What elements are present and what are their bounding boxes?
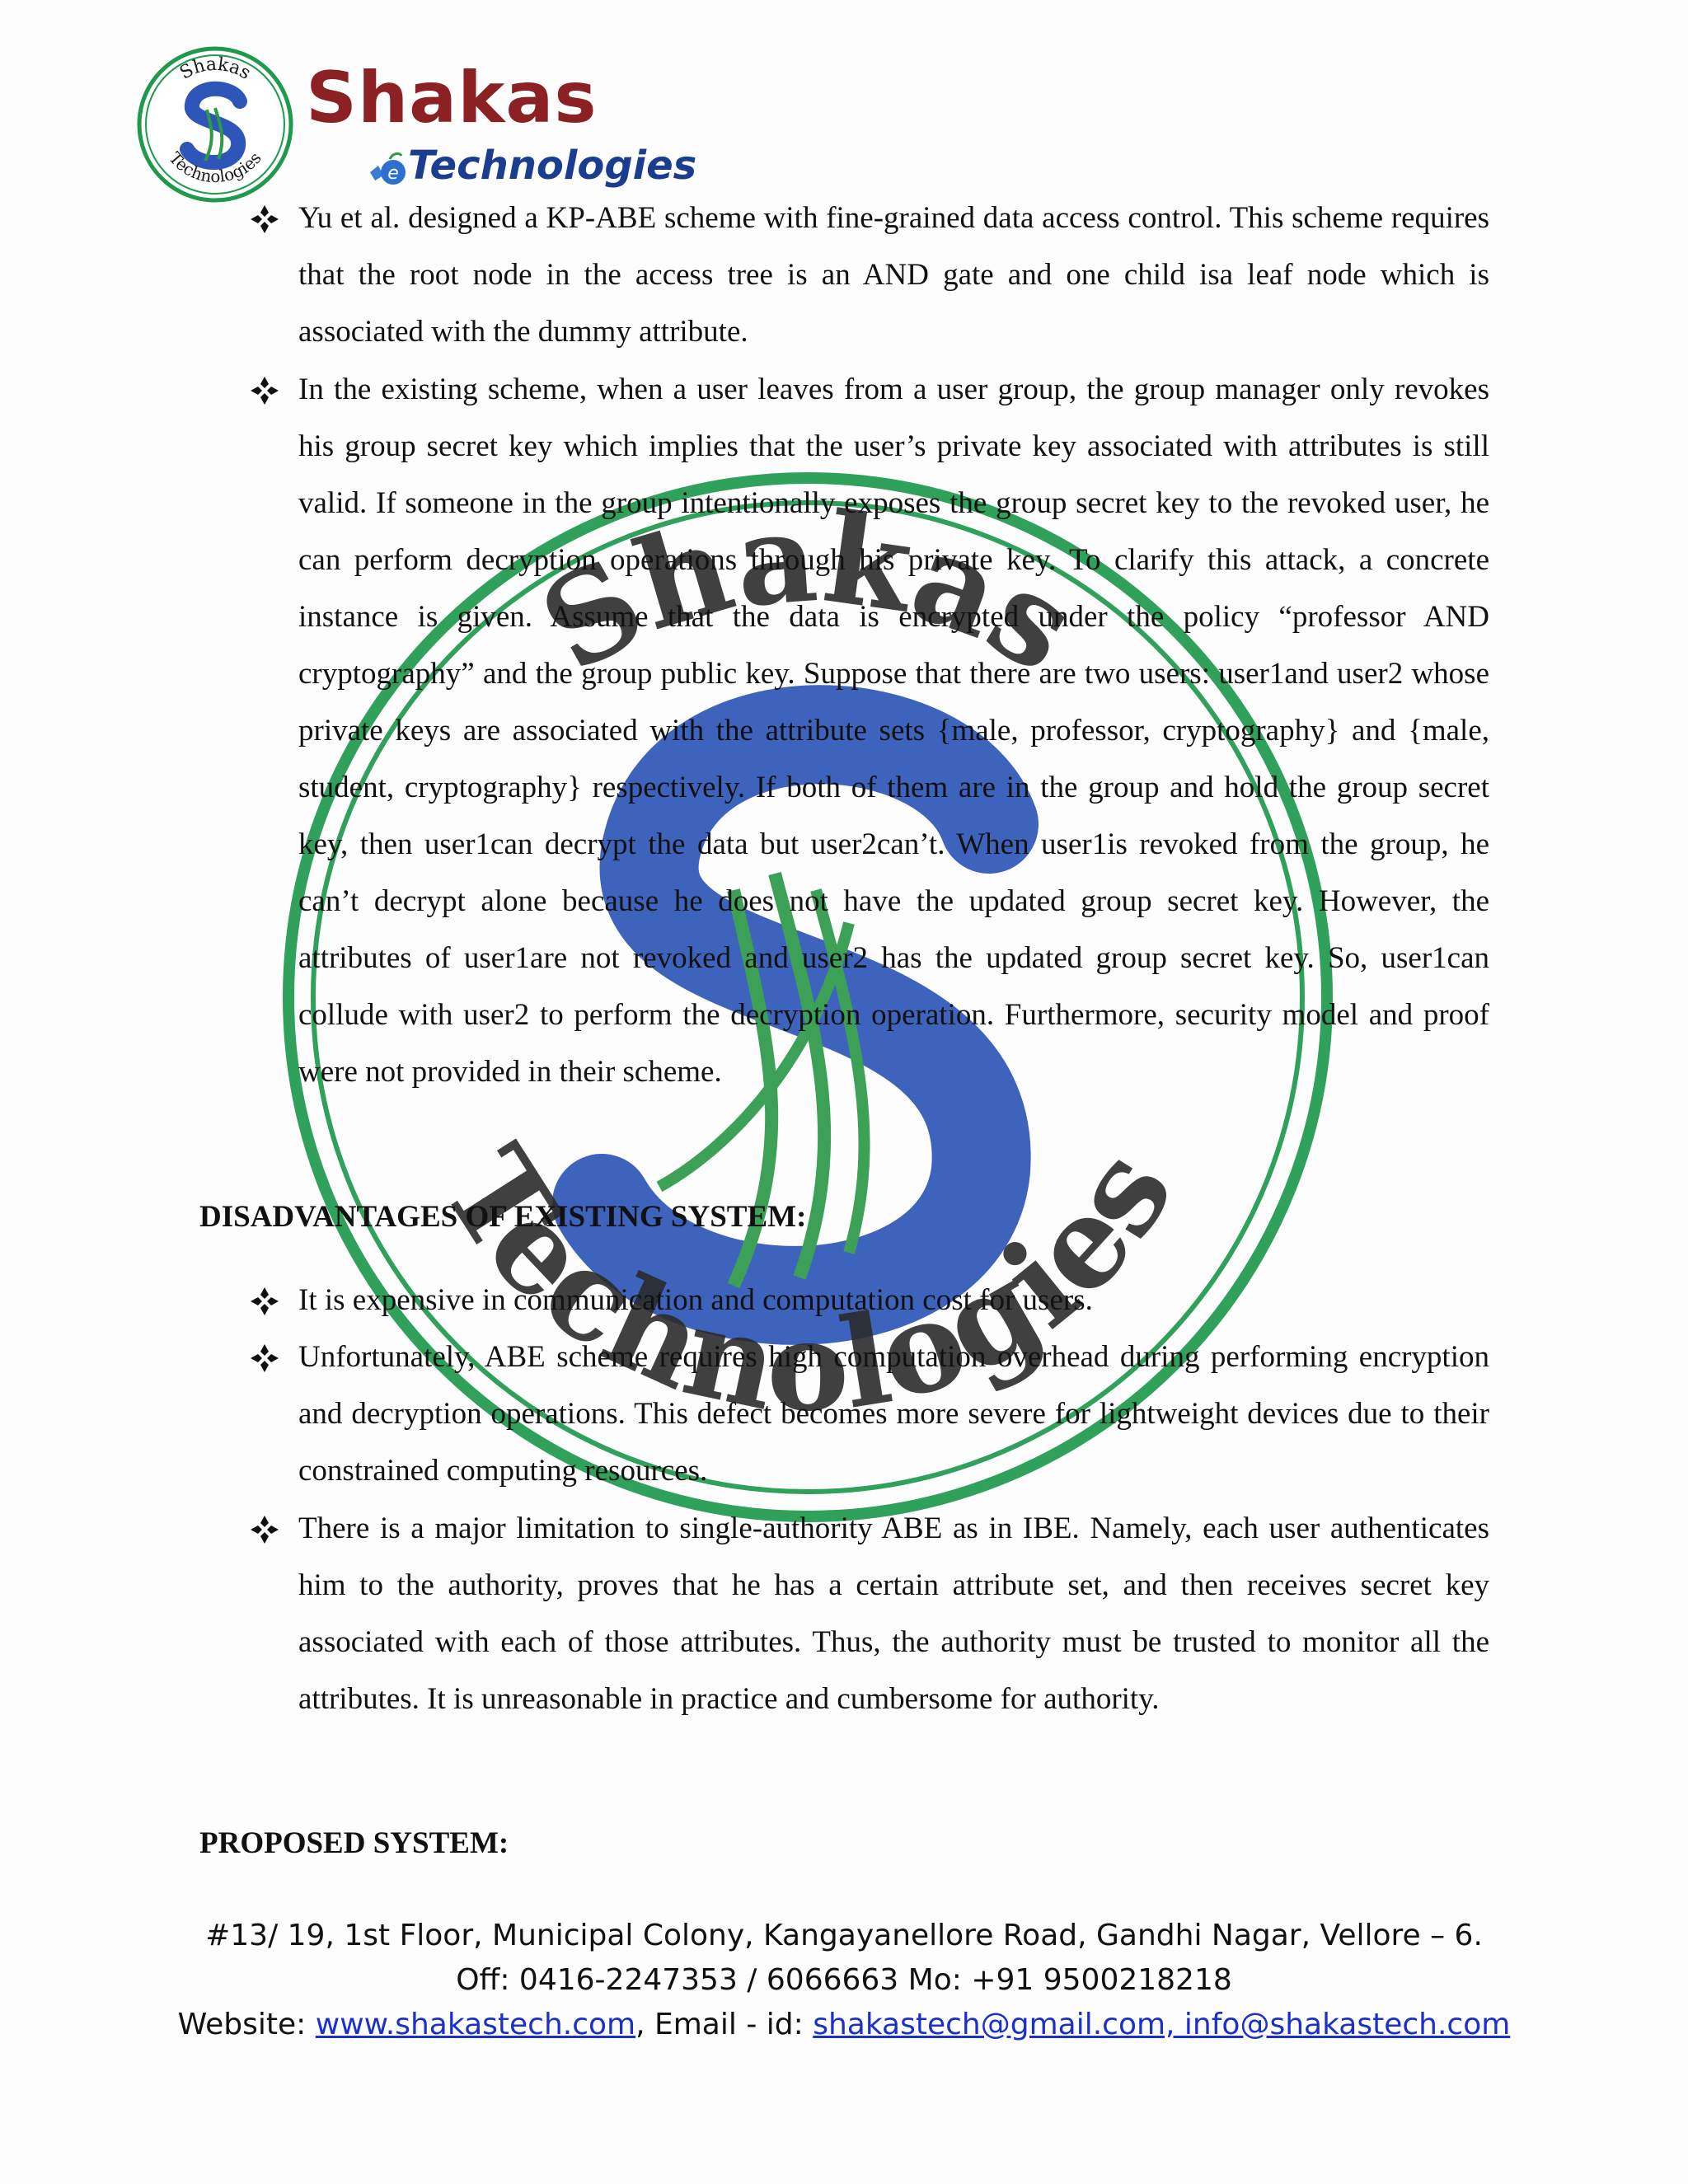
existing-system-bullet-2: In the existing scheme, when a user leaves from a user group, the group manager only revokes his group secret key which implies that the user’s private key associated with attributes is still valid. If someone in the group intentionally exposes the group secret key to the revoked user, he can perform decryption operations through his private key. To clarify this attack, a concrete instance is given. Assume that the data is encrypted under the policy “professor AND cryptography” and the group public key. Suppose that there are two users: user1and user2 whose private keys are associated with the attribute sets {male, professor, cryptography} and {male, student, cryptography} respectively. If both of them are in the group and hold the group secret key, then user1can decrypt the data but user2can’t. When user1is revoked from the group, he can’t decrypt alone because he does not have the updated group secret key. However, the attributes of user1are not revoked and user2 has the updated group secret key. So, user1can collude with user2 to perform the decryption operation. Furthermore, security model and proof were not provided in their scheme.	[298, 373, 1489, 1089]
watermark-bottom-text: Technologies	[414, 1123, 1202, 1440]
diamond-bullet-icon	[249, 204, 280, 235]
footer-email-label: , Email - id:	[635, 2008, 814, 2041]
disadvantage-bullet-3: There is a major limitation to single-authority ABE as in IBE. Namely, each user authenticates him to the authority, proves that he has a certain attribute set, and then receives secret key associated with each of those attributes. Thus, the authority must be trusted to monitor all the attributes. It is unreasonable in practice and cumbersome for authority.	[298, 1511, 1489, 1716]
diamond-bullet-icon	[249, 1514, 280, 1545]
diamond-bullet-icon	[249, 1286, 280, 1317]
logo-subtitle: Technologies	[408, 143, 697, 189]
website-link[interactable]: www.shakastech.com	[315, 2008, 636, 2041]
footer-address: #13/ 19, 1st Floor, Municipal Colony, Kangayanellore Road, Gandhi Nagar, Vellore – 6.	[205, 1919, 1483, 1952]
diamond-bullet-icon	[249, 375, 280, 406]
footer-website-label: Website:	[177, 2008, 316, 2041]
logo-seal-top-text: Shakas	[176, 54, 255, 84]
logo-seal-bottom-text: Technologies	[165, 148, 265, 187]
proposed-system-heading: PROPOSED SYSTEM:	[199, 1826, 509, 1860]
email-link[interactable]: shakastech@gmail.com, info@shakastech.com	[813, 2008, 1511, 2041]
disadvantage-bullet-1: It is expensive in communication and computation cost for users.	[298, 1283, 1093, 1317]
svg-text:e: e	[387, 163, 399, 184]
footer-phones: Off: 0416-2247353 / 6066663 Mo: +91 9500218218	[456, 1963, 1232, 1997]
diamond-bullet-icon	[249, 1343, 280, 1374]
watermark-top-text: Shakas	[518, 485, 1100, 701]
disadvantage-bullet-2: Unfortunately, ABE scheme requires high computation overhead during performing encryption and decryption operations. This defect becomes more severe for lightweight devices due to their constrained computing resources.	[298, 1340, 1489, 1488]
logo-wordmark: Shakas	[306, 57, 598, 139]
footer-contact-line	[0, 2008, 1688, 2041]
disadvantages-heading: DISADVANTAGES OF EXISTING SYSTEM:	[199, 1200, 807, 1234]
existing-system-bullet-1: Yu et al. designed a KP-ABE scheme with fine-grained data access control. This scheme requires that the root node in the access tree is an AND gate and one child isa leaf node which is associated with the dummy attribute.	[298, 201, 1489, 349]
